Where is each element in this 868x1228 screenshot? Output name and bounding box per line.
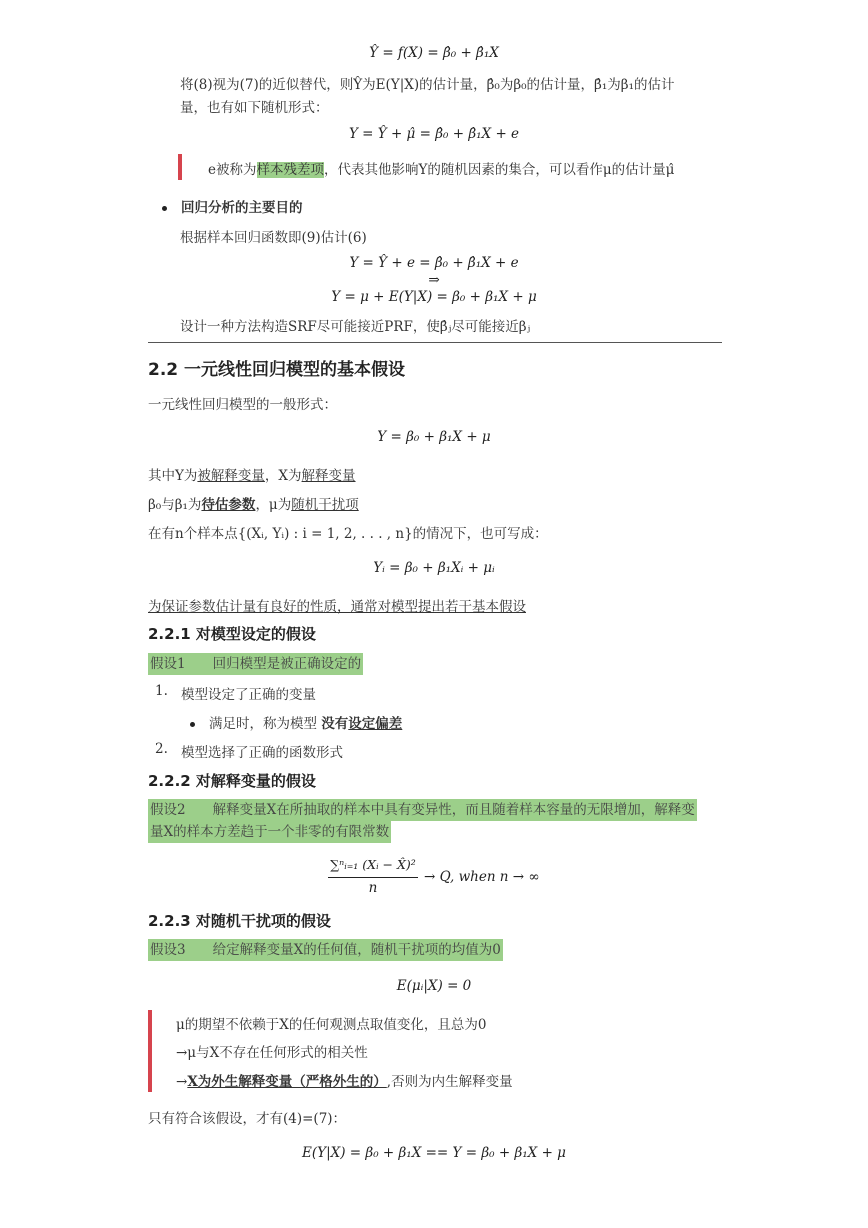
quote-line — [176, 1070, 513, 1090]
text: ，X为 — [264, 468, 302, 484]
text: → — [176, 1074, 188, 1090]
text: 满足时，称为模型 — [209, 716, 322, 732]
list-number: 1. — [155, 683, 168, 699]
equation: Y = Ŷ + e = β̂₀ + β̂₁X + e — [349, 255, 519, 271]
highlight-term: 样本残差项 — [256, 162, 324, 178]
text: 其中Y为 — [148, 468, 198, 484]
equation-sample: Yᵢ = β₀ + β₁Xᵢ + μᵢ — [373, 560, 495, 576]
paragraph-line: 根据样本回归函数即(9)估计(6) — [180, 230, 367, 246]
assumption-box: 假设2 解释变量X在所抽取的样本中具有变异性，而且随着样本容量的无限增加，解释变 — [148, 799, 697, 821]
list-item: 模型设定了正确的变量 — [181, 687, 316, 703]
term: 随机干扰项 — [291, 497, 359, 513]
quote-line: μ的期望不依赖于X的任何观测点取值变化，且总为0 — [176, 1017, 487, 1033]
fraction-numerator: ∑ⁿᵢ₌₁ (Xᵢ − X̂)² — [330, 857, 416, 872]
assumption-box: 量X的样本方差趋于一个非零的有限常数 — [148, 821, 391, 843]
fraction-bar — [328, 877, 418, 878]
equation-y-random: Y = Ŷ + μ̂ = β̂₀ + β̂₁X + e — [348, 126, 520, 142]
bullet-icon — [190, 722, 195, 727]
definition-line — [148, 464, 356, 484]
text: ,否则为内生解释变量 — [386, 1074, 513, 1090]
quote-line: →μ与X不存在任何形式的相关性 — [176, 1045, 368, 1061]
term: 待估参数 — [201, 497, 256, 513]
term: 解释变量 — [301, 468, 356, 484]
term: 设定偏差 — [348, 716, 403, 732]
bullet-icon — [162, 206, 167, 211]
subsection-heading: 2.2.2 对解释变量的假设 — [148, 772, 316, 790]
equation-yhat: Ŷ = f(X) = β̂₀ + β̂₁X — [369, 45, 499, 61]
residual-quote — [208, 158, 674, 178]
text: β₀与β₁为 — [148, 497, 202, 513]
subsection-heading: 2.2.1 对模型设定的假设 — [148, 625, 316, 643]
limit-expression: → Q, when n → ∞ — [424, 869, 540, 885]
divider — [148, 342, 722, 343]
quote-text: ，代表其他影响Y的随机因素的集合，可以看作μ的估计量μ̂ — [324, 162, 675, 178]
quote-bar — [148, 1010, 152, 1092]
term: 没有 — [321, 716, 349, 732]
section-heading: 2.2 一元线性回归模型的基本假设 — [148, 360, 406, 380]
subsection-heading: 2.2.3 对随机干扰项的假设 — [148, 912, 331, 930]
implies-arrow: ⇒ — [428, 272, 440, 288]
term: 被解释变量 — [197, 468, 265, 484]
bullet-item — [162, 196, 303, 216]
quote-bar — [178, 154, 182, 180]
bullet-label: 回归分析的主要目的 — [181, 200, 303, 216]
paragraph-line: 设计一种方法构造SRF尽可能接近PRF，使β̂ⱼ尽可能接近βⱼ — [180, 319, 531, 335]
sub-bullet-item — [190, 712, 402, 732]
paragraph-line: 在有n个样本点{(Xᵢ, Yᵢ) : i = 1, 2, . . . , n}的情况下，也可写成： — [148, 526, 548, 542]
assumption-box: 假设3 给定解释变量X的任何值，随机干扰项的均值为0 — [148, 939, 503, 961]
paragraph-line: 量，也有如下随机形式： — [180, 100, 329, 116]
paragraph-line: 将(8)视为(7)的近似替代，则Ŷ为E(Y|X)的估计量，β̂₀为β₀的估计量，β̂₁为β₁的估计 — [180, 77, 675, 93]
equation-final: E(Y|X) = β₀ + β₁X == Y = β₀ + β₁X + μ — [302, 1145, 566, 1161]
equation-mean: E(μᵢ|X) = 0 — [396, 978, 472, 994]
equation-general: Y = β₀ + β₁X + μ — [377, 429, 491, 445]
definition-line — [148, 493, 359, 513]
paragraph-line: 只有符合该假设，才有(4)=(7)： — [148, 1111, 347, 1127]
equation: Y = μ + E(Y|X) = β₀ + β₁X + μ — [331, 289, 537, 305]
fraction-denominator: n — [368, 880, 378, 896]
list-item: 模型选择了正确的函数形式 — [181, 745, 343, 761]
assumption-box: 假设1 回归模型是被正确设定的 — [148, 653, 363, 675]
paragraph-line: 一元线性回归模型的一般形式： — [148, 397, 337, 413]
quote-text: e被称为 — [208, 162, 257, 178]
text: ，μ为 — [255, 497, 292, 513]
paragraph-line: 为保证参数估计量有良好的性质，通常对模型提出若干基本假设 — [148, 599, 526, 615]
list-number: 2. — [155, 741, 168, 757]
term: X为外生解释变量（严格外生的） — [187, 1074, 387, 1090]
